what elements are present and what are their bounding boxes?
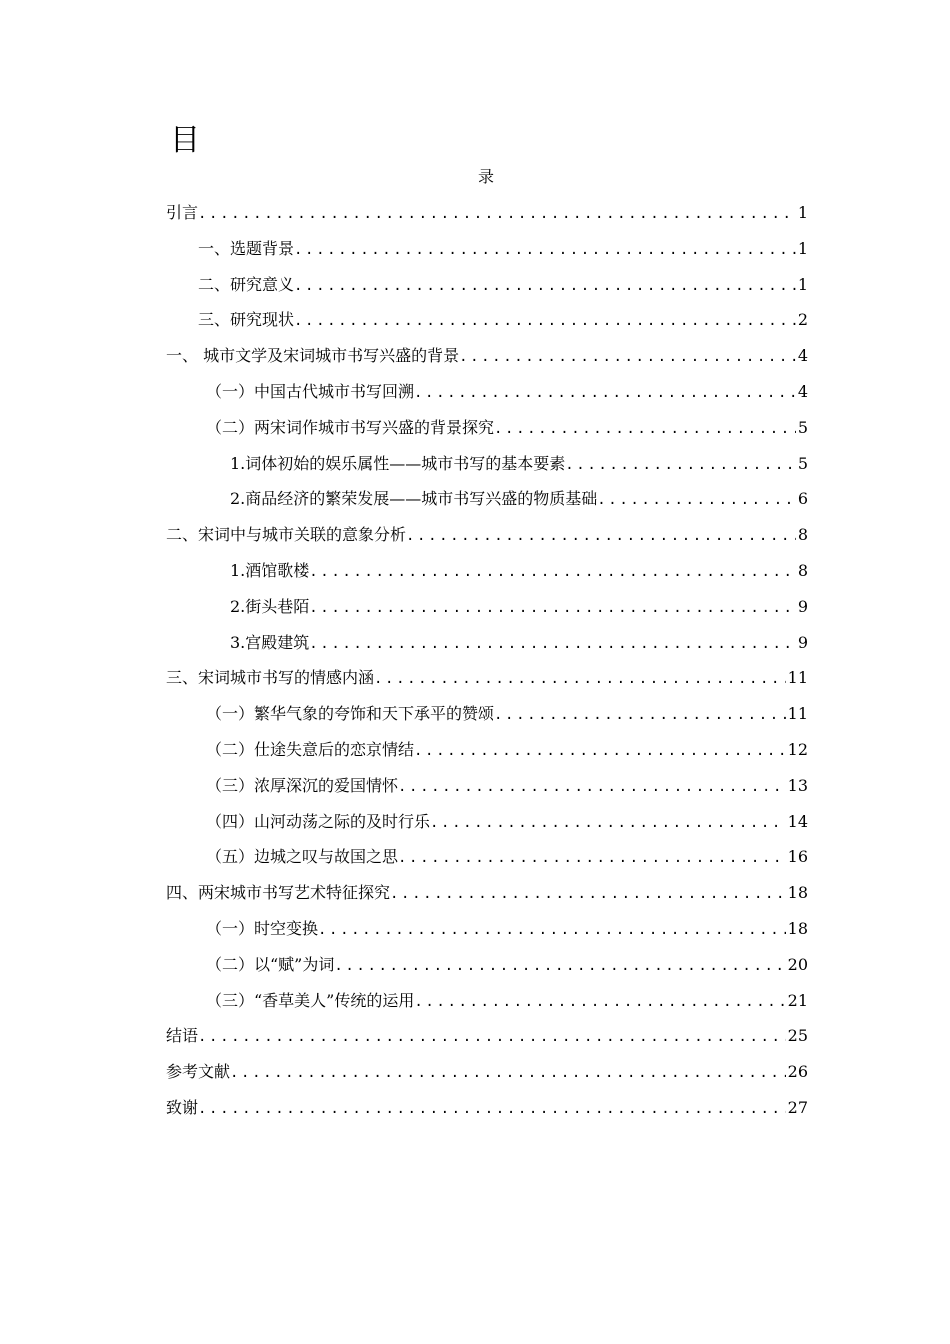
toc-entry[interactable] <box>166 589 808 625</box>
toc-entry[interactable] <box>166 267 808 303</box>
toc-entry[interactable] <box>166 804 808 840</box>
toc-entry[interactable] <box>166 732 808 768</box>
toc-entry-page-number: 16 <box>787 847 808 867</box>
toc-dot-leader <box>414 985 785 1021</box>
toc-entry[interactable] <box>166 947 808 983</box>
toc-entry[interactable] <box>166 195 808 231</box>
toc-entry-page-number: 18 <box>787 883 808 903</box>
toc-entry-label: 三、研究现状 <box>198 310 295 330</box>
toc-entry-page-number: 9 <box>797 632 808 652</box>
toc-entry-page-number: 1 <box>797 238 808 258</box>
toc-dot-leader <box>430 806 786 842</box>
toc-dot-leader <box>414 376 796 412</box>
toc-entry-label: 二、宋词中与城市关联的意象分析 <box>166 525 407 545</box>
toc-entry-label: 结语 <box>166 1026 199 1046</box>
toc-entry[interactable] <box>166 1054 808 1090</box>
toc-dot-leader <box>198 1092 786 1128</box>
toc-entry-label: 三、宋词城市书写的情感内涵 <box>166 668 375 688</box>
toc-entry-label: 一、选题背景 <box>198 238 295 258</box>
toc-entry[interactable] <box>166 446 808 482</box>
toc-dot-leader <box>494 412 796 448</box>
toc-entry[interactable] <box>166 410 808 446</box>
toc-entry-label: 2.街头巷陌 <box>230 596 310 616</box>
toc-entry-page-number: 27 <box>787 1097 808 1117</box>
toc-dot-leader <box>294 269 796 305</box>
toc-entry-page-number: 18 <box>787 918 808 938</box>
toc-entry-label: 2.商品经济的繁荣发展——城市书写兴盛的物质基础 <box>230 489 598 509</box>
toc-dot-leader <box>565 448 796 484</box>
toc-entry-page-number: 12 <box>787 739 808 759</box>
toc-entry[interactable] <box>166 553 808 589</box>
toc-dot-leader <box>390 877 786 913</box>
toc-dot-leader <box>398 841 786 877</box>
toc-entry-page-number: 1 <box>797 203 808 222</box>
toc-dot-leader <box>494 698 786 734</box>
toc-entry-page-number: 4 <box>797 381 808 401</box>
toc-entry-page-number: 6 <box>797 489 808 509</box>
toc-entry-page-number: 9 <box>797 596 808 616</box>
toc-entry-label: 引言 <box>166 203 199 222</box>
toc-dot-leader <box>459 340 796 376</box>
toc-dot-leader <box>318 913 786 949</box>
toc-dot-leader <box>198 1020 786 1056</box>
toc-entry[interactable] <box>166 875 808 911</box>
toc-entry[interactable] <box>166 1018 808 1054</box>
toc-entry[interactable] <box>166 481 808 517</box>
toc-entry-label: （三）浓厚深沉的爱国情怀 <box>206 775 399 795</box>
toc-dot-leader <box>294 304 796 340</box>
toc-entry-page-number: 1 <box>797 274 808 294</box>
toc-entry-label: 四、两宋城市书写艺术特征探究 <box>166 883 391 903</box>
toc-dot-leader <box>374 662 786 698</box>
toc-entry-page-number: 11 <box>787 704 808 724</box>
toc-dot-leader <box>398 770 786 806</box>
toc-dot-leader <box>309 627 796 663</box>
toc-dot-leader <box>406 519 796 555</box>
toc-entry-page-number: 8 <box>797 560 808 580</box>
toc-entry-page-number: 25 <box>787 1026 808 1046</box>
toc-dot-leader <box>334 949 785 985</box>
toc-entry-label: 参考文献 <box>166 1062 231 1082</box>
toc-entry-page-number: 11 <box>787 668 808 688</box>
toc-entry[interactable] <box>166 768 808 804</box>
toc-entry-page-number: 21 <box>787 990 808 1010</box>
table-of-contents <box>166 195 808 1126</box>
toc-entry[interactable] <box>166 374 808 410</box>
toc-entry-label: （二）仕途失意后的恋京情结 <box>206 739 415 759</box>
toc-dot-leader <box>309 555 796 591</box>
toc-entry-page-number: 2 <box>797 310 808 330</box>
toc-entry-label: 致谢 <box>166 1097 199 1117</box>
toc-entry-label: 一、 城市文学及宋词城市书写兴盛的背景 <box>166 346 460 366</box>
toc-entry[interactable] <box>166 517 808 553</box>
toc-entry[interactable] <box>166 696 808 732</box>
toc-entry-label: 3.宫殿建筑 <box>230 632 310 652</box>
toc-dot-leader <box>198 197 796 233</box>
toc-entry-page-number: 5 <box>797 417 808 437</box>
toc-dot-leader <box>230 1056 786 1092</box>
toc-entry[interactable] <box>166 231 808 267</box>
toc-entry-label: （一）时空变换 <box>206 918 319 938</box>
toc-entry-page-number: 14 <box>787 811 808 831</box>
toc-heading-char-2: 录 <box>477 167 494 186</box>
toc-entry[interactable] <box>166 338 808 374</box>
toc-entry-page-number: 13 <box>787 775 808 795</box>
toc-entry-label: （一）繁华气象的夸饰和天下承平的赞颂 <box>206 704 495 724</box>
toc-dot-leader <box>414 734 786 770</box>
toc-entry-label: （四）山河动荡之际的及时行乐 <box>206 811 431 831</box>
toc-entry-page-number: 26 <box>787 1062 808 1082</box>
toc-entry-label: 1.酒馆歌楼 <box>230 560 310 580</box>
toc-entry-label: （三）“香草美人”传统的运用 <box>206 990 415 1010</box>
toc-entry-page-number: 5 <box>797 453 808 473</box>
toc-entry[interactable] <box>166 911 808 947</box>
toc-dot-leader <box>309 591 796 627</box>
toc-dot-leader <box>597 483 796 519</box>
toc-entry[interactable] <box>166 660 808 696</box>
toc-entry-label: 1.词体初始的娱乐属性——城市书写的基本要素 <box>230 453 566 473</box>
toc-dot-leader <box>294 233 796 269</box>
toc-heading-char-1: 目 <box>170 123 200 158</box>
toc-entry[interactable] <box>166 839 808 875</box>
toc-entry[interactable] <box>166 625 808 661</box>
toc-entry[interactable] <box>166 302 808 338</box>
toc-entry-label: （二）以“赋”为词 <box>206 954 335 974</box>
toc-entry-label: （二）两宋词作城市书写兴盛的背景探究 <box>206 417 495 437</box>
toc-entry-page-number: 8 <box>797 525 808 545</box>
toc-entry-label: （五）边城之叹与故国之思 <box>206 847 399 867</box>
toc-entry-label: 二、研究意义 <box>198 274 295 294</box>
toc-entry[interactable] <box>166 983 808 1019</box>
toc-entry-page-number: 20 <box>787 954 808 974</box>
toc-entry-page-number: 4 <box>797 346 808 366</box>
toc-entry[interactable] <box>166 1090 808 1126</box>
toc-entry-label: （一）中国古代城市书写回溯 <box>206 381 415 401</box>
